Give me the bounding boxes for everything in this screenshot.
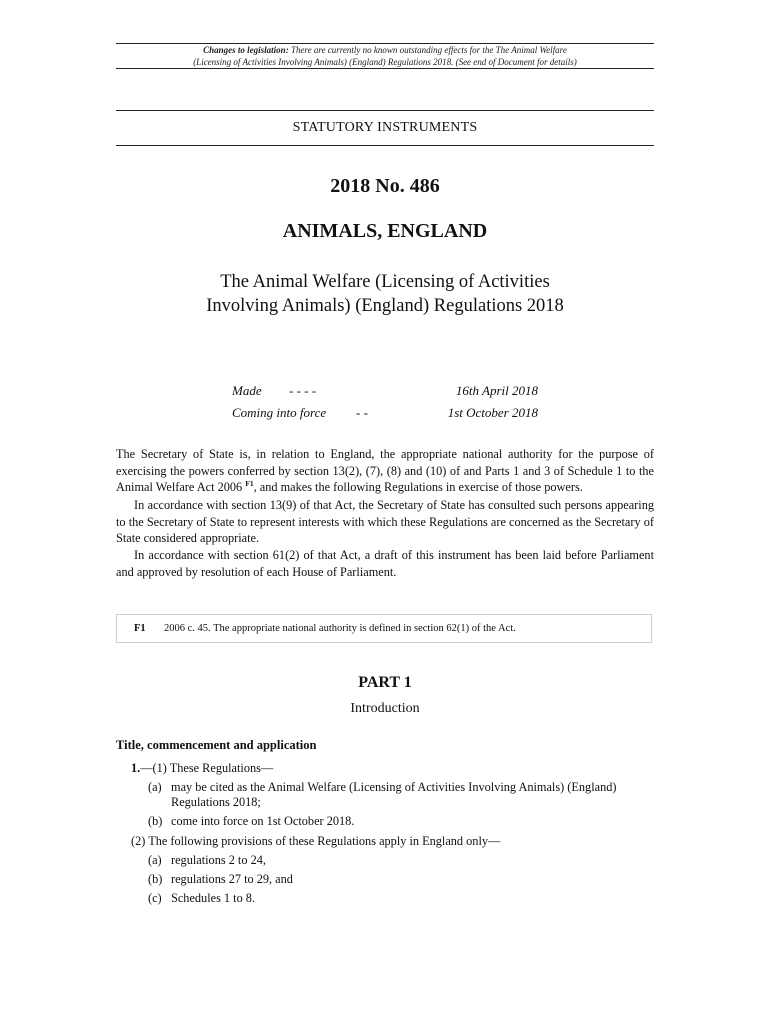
coming-into-force-date: 1st October 2018 [447, 405, 538, 420]
section-heading: Title, commencement and application [116, 738, 317, 752]
changes-line-1: There are currently no known outstanding effects for the The Animal Welfare [290, 45, 567, 55]
series-top-rule [116, 110, 654, 111]
instrument-number: 2018 No. 486 [330, 175, 440, 197]
made-label: Made [232, 383, 262, 398]
title-line-2: Involving Animals) (England) Regulations 2018 [206, 296, 564, 316]
regulation-1-intro [131, 761, 273, 776]
footnote-box [116, 614, 652, 643]
coming-into-force-label: Coming into force [232, 405, 327, 420]
made-dashes: - - - - [289, 383, 317, 398]
preamble-paragraph-2: In accordance with section 13(9) of that Act, the Secretary of State has consulted such persons appearing to the Secretary of State to represent interests with which these Regulations are concerned as the Secretary of State considered appropriate. [116, 498, 654, 545]
item-label: (a) [148, 853, 162, 867]
instrument-subject: ANIMALS, ENGLAND [282, 220, 488, 242]
part-subheading: Introduction [350, 701, 420, 716]
notice-bottom-rule [116, 68, 654, 69]
list-item [0, 814, 770, 830]
regulation-1-paragraph-2: (2) The following provisions of these Regulations apply in England only— [131, 834, 501, 848]
list-item [0, 853, 770, 869]
part-heading: PART 1 [358, 674, 412, 691]
preamble-paragraph-1 [116, 446, 654, 496]
footnote-ref-f1[interactable]: F1 [245, 479, 254, 488]
preamble-p1-text-end: , and makes the following Regulations in exercise of those powers. [253, 480, 583, 494]
item-label: (c) [148, 891, 162, 905]
made-date: 16th April 2018 [455, 383, 538, 398]
title-line-1: The Animal Welfare (Licensing of Activities [220, 272, 550, 292]
item-label: (a) [148, 780, 162, 794]
series-bottom-rule [116, 145, 654, 146]
preamble-p1-text: The Secretary of State is, in relation to England, the appropriate national authority for the purpose of exercising the powers conferred by section 13(2), (7), (8) and (10) of and Parts 1 and 3 of Schedule 1 to the Animal Welfare Act 2006 [116, 447, 654, 494]
instrument-title [116, 270, 654, 318]
regulation-intro-text: —(1) These Regulations— [140, 761, 274, 775]
series-heading: STATUTORY INSTRUMENTS [292, 120, 478, 135]
changes-lead: Changes to legislation: [203, 45, 289, 55]
regulation-number: 1. [131, 761, 141, 775]
footnote-text: 2006 c. 45. The appropriate national authority is defined in section 62(1) of the Act. [164, 623, 516, 634]
list-item [0, 780, 770, 814]
list-item [0, 872, 770, 888]
item-text: regulations 2 to 24, [171, 853, 266, 867]
coming-into-force-dashes: - - [356, 405, 368, 420]
item-text-continued: Regulations 2018; [171, 795, 261, 809]
item-text: may be cited as the Animal Welfare (Licensing of Activities Involving Animals) (England) [171, 780, 617, 794]
item-label: (b) [148, 814, 163, 828]
footnote-label: F1 [134, 623, 146, 634]
item-text: Schedules 1 to 8. [171, 891, 256, 905]
item-label: (b) [148, 872, 163, 886]
item-text: regulations 27 to 29, and [171, 872, 293, 886]
item-text: come into force on 1st October 2018. [171, 814, 355, 828]
changes-line-2: (Licensing of Activities Involving Animals) (England) Regulations 2018. (See end of Document for details) [193, 57, 577, 67]
changes-to-legislation-notice [116, 44, 654, 68]
preamble-paragraph-3: In accordance with section 61(2) of that Act, a draft of this instrument has been laid before Parliament and approved by resolution of each House of Parliament. [116, 548, 654, 579]
list-item [0, 891, 770, 907]
